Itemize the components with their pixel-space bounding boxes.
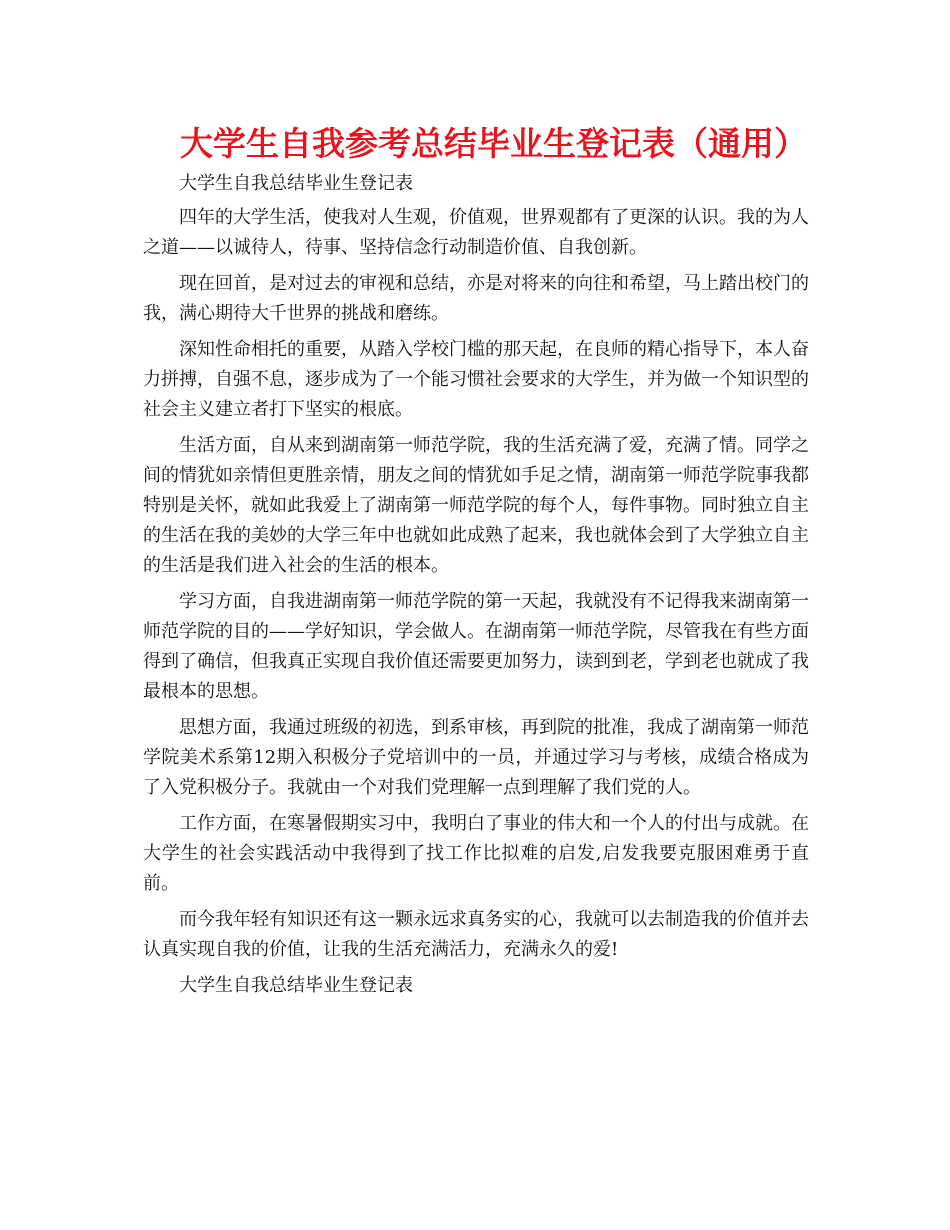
paragraph-looking-back: 现在回首，是对过去的审视和总结，亦是对将来的向往和希望，马上踏出校门的我，满心期待大千世界的挑战和磨练。: [143, 273, 809, 324]
document-subtitle: 大学生自我总结毕业生登记表: [179, 173, 413, 194]
document-closing: 大学生自我总结毕业生登记表: [179, 975, 413, 996]
document-body: [143, 169, 809, 1007]
paragraph-self-improvement: 深知性命相托的重要，从踏入学校门槛的那天起，在良师的精心指导下，本人奋力拼搏，自强不息，逐步成为了一个能习惯社会要求的大学生，并为做一个知识型的社会主义建立者打下坚实的根底。: [143, 339, 809, 420]
document-title: 大学生自我参考总结毕业生登记表（通用）: [180, 124, 807, 163]
paragraph-work: 工作方面，在寒暑假期实习中，我明白了事业的伟大和一个人的付出与成就。在大学生的社会实践活动中我得到了找工作比拟难的启发,启发我要克服困难勇于直前。: [143, 813, 809, 894]
paragraph-worldview: 四年的大学生活，使我对人生观，价值观，世界观都有了更深的认识。我的为人之道——以诚待人，待事、坚持信念行动制造价值、自我创新。: [143, 207, 809, 258]
paragraph-thought: 思想方面，我通过班级的初选，到系审核，再到院的批准，我成了湖南第一师范学院美术系第12期入积极分子党培训中的一员，并通过学习与考核，成绩合格成为了入党积极分子。我就由一个对我们党理解一点到理解了我们党的人。: [143, 717, 809, 798]
paragraph-conclusion: 而今我年轻有知识还有这一颗永远求真务实的心，我就可以去制造我的价值并去认真实现自我的价值，让我的生活充满活力，充满永久的爱!: [143, 909, 809, 960]
paragraph-life: 生活方面，自从来到湖南第一师范学院，我的生活充满了爱，充满了情。同学之间的情犹如亲情但更胜亲情，朋友之间的情犹如手足之情，湖南第一师范学院事我都特别是关怀，就如此我爱上了湖南第一师范学院的每个人，每件事物。同时独立自主的生活在我的美妙的大学三年中也就如此成熟了起来，我也就体会到了大学独立自主的生活是我们进入社会的生活的根本。: [143, 435, 809, 576]
paragraph-study: 学习方面，自我进湖南第一师范学院的第一天起，我就没有不记得我来湖南第一师范学院的目的——学好知识，学会做人。在湖南第一师范学院，尽管我在有些方面得到了确信，但我真正实现自我价值还需要更加努力，读到到老，学到老也就成了我最根本的思想。: [143, 591, 809, 702]
